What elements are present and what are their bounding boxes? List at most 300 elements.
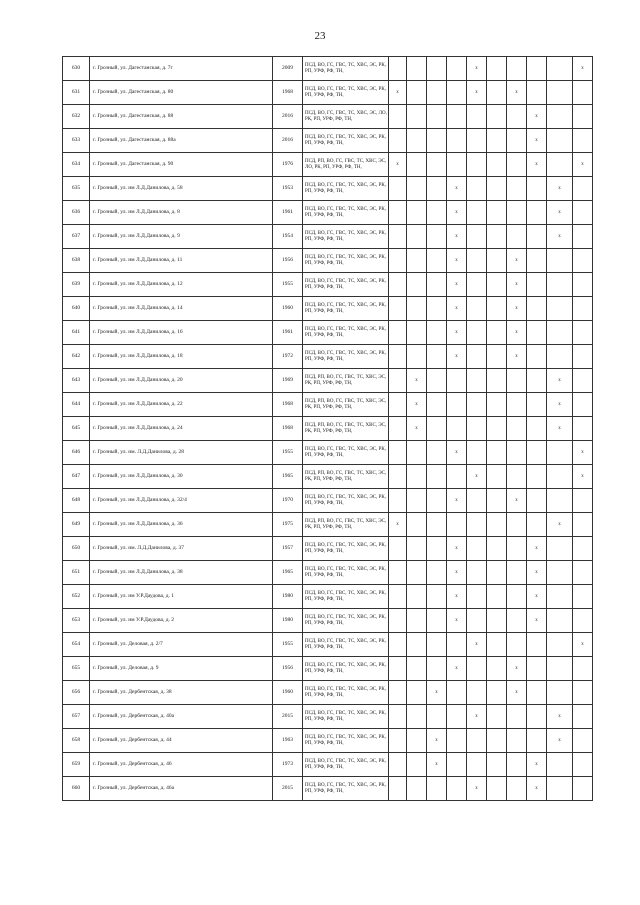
mark-cell: x — [447, 177, 467, 201]
mark-cell — [427, 561, 447, 585]
mark-cell — [527, 345, 547, 369]
table-row — [63, 705, 593, 729]
mark-cell: x — [507, 489, 527, 513]
mark-cell — [487, 273, 507, 297]
year-cell: 1963 — [273, 729, 303, 753]
year-cell: 2015 — [273, 777, 303, 801]
mark-cell: x — [527, 129, 547, 153]
mark-cell — [407, 177, 427, 201]
systems-cell: ПСД, ВО, ГС, ГВС, ТС, ХВС, ЭС, РК, РП, УРФ, РФ, ТН, — [303, 633, 389, 657]
mark-cell — [547, 465, 573, 489]
mark-cell — [487, 585, 507, 609]
table-row — [63, 81, 593, 105]
year-cell: 2016 — [273, 105, 303, 129]
mark-cell — [487, 81, 507, 105]
mark-cell — [467, 105, 487, 129]
mark-cell — [507, 585, 527, 609]
systems-cell: ПСД, ВО, ГС, ГВС, ТС, ХВС, ЭС, РК, РП, УРФ, РФ, ТН, — [303, 753, 389, 777]
mark-cell: x — [467, 633, 487, 657]
mark-cell — [407, 513, 427, 537]
mark-cell — [467, 585, 487, 609]
mark-cell — [467, 729, 487, 753]
mark-cell — [389, 321, 407, 345]
mark-cell — [527, 513, 547, 537]
mark-cell — [467, 273, 487, 297]
table-row — [63, 369, 593, 393]
address-cell: г. Грозный, ул. им Л.Д.Данилова, д. 58 — [90, 177, 273, 201]
mark-cell: x — [447, 321, 467, 345]
mark-cell — [407, 441, 427, 465]
systems-cell: ПСД, ВО, ГС, ГВС, ТС, ХВС, ЭС, РК, РП, УРФ, РФ, ТН, — [303, 273, 389, 297]
address-cell: г. Грозный, ул. Дагестанская, д. 7г — [90, 57, 273, 81]
mark-cell: x — [467, 57, 487, 81]
housing-register-table — [62, 56, 593, 801]
mark-cell — [467, 417, 487, 441]
mark-cell — [547, 81, 573, 105]
year-cell: 1973 — [273, 753, 303, 777]
mark-cell — [427, 321, 447, 345]
mark-cell — [407, 633, 427, 657]
mark-cell — [447, 369, 467, 393]
mark-cell: x — [447, 609, 467, 633]
systems-cell: ПСД, ВО, ГС, ГВС, ТС, ХВС, ЭС, ЛО, РК, РП, УРФ, РФ, ТН, — [303, 105, 389, 129]
year-cell: 1980 — [273, 585, 303, 609]
address-cell: г. Грозный, ул. Дагестанская, д. 88 — [90, 105, 273, 129]
mark-cell — [507, 57, 527, 81]
address-cell: г. Грозный, ул. им У.Р.Даудова, д. 1 — [90, 585, 273, 609]
mark-cell: x — [467, 705, 487, 729]
row-number: 643 — [63, 369, 90, 393]
address-cell: г. Грозный, ул. Дербентская, д. 38 — [90, 681, 273, 705]
row-number: 647 — [63, 465, 90, 489]
systems-cell: ПСД, ВО, ГС, ГВС, ТС, ХВС, ЭС, РК, РП, УРФ, РФ, ТН, — [303, 57, 389, 81]
mark-cell — [487, 417, 507, 441]
row-number: 633 — [63, 129, 90, 153]
address-cell: г. Грозный, ул. Дагестанская, д. 90 — [90, 153, 273, 177]
table-row — [63, 249, 593, 273]
mark-cell — [573, 489, 593, 513]
row-number: 646 — [63, 441, 90, 465]
mark-cell — [407, 129, 427, 153]
mark-cell — [389, 417, 407, 441]
year-cell: 1976 — [273, 153, 303, 177]
year-cell: 1953 — [273, 177, 303, 201]
mark-cell — [467, 489, 487, 513]
table-row — [63, 513, 593, 537]
mark-cell — [407, 273, 427, 297]
mark-cell — [507, 753, 527, 777]
mark-cell — [467, 609, 487, 633]
mark-cell: x — [527, 753, 547, 777]
mark-cell — [407, 705, 427, 729]
year-cell: 2009 — [273, 57, 303, 81]
mark-cell — [389, 441, 407, 465]
mark-cell — [407, 81, 427, 105]
mark-cell: x — [573, 153, 593, 177]
mark-cell: x — [467, 465, 487, 489]
mark-cell — [389, 465, 407, 489]
mark-cell — [467, 249, 487, 273]
systems-cell: ПСД, ВО, ГС, ГВС, ТС, ХВС, ЭС, РК, РП, УРФ, РФ, ТН, — [303, 777, 389, 801]
mark-cell — [407, 225, 427, 249]
mark-cell — [487, 489, 507, 513]
mark-cell — [407, 681, 427, 705]
mark-cell — [527, 249, 547, 273]
systems-cell: ПСД, ВО, ГС, ГВС, ТС, ХВС, ЭС, РК, РП, УРФ, РФ, ТН, — [303, 81, 389, 105]
table-row — [63, 393, 593, 417]
mark-cell — [467, 393, 487, 417]
mark-cell — [573, 561, 593, 585]
mark-cell — [487, 441, 507, 465]
mark-cell — [507, 537, 527, 561]
mark-cell: x — [527, 561, 547, 585]
mark-cell — [447, 153, 467, 177]
year-cell: 1968 — [273, 417, 303, 441]
address-cell: г. Грозный, ул. Дербентская, д. 46 — [90, 753, 273, 777]
mark-cell — [507, 441, 527, 465]
mark-cell — [487, 681, 507, 705]
mark-cell — [447, 753, 467, 777]
mark-cell — [389, 633, 407, 657]
mark-cell — [407, 465, 427, 489]
mark-cell — [487, 129, 507, 153]
mark-cell — [507, 705, 527, 729]
systems-cell: ПСД, ВО, ГС, ГВС, ТС, ХВС, ЭС, РК, РП, УРФ, РФ, ТН, — [303, 609, 389, 633]
address-cell: г. Грозный, ул. Дагестанская, д. 88а — [90, 129, 273, 153]
mark-cell: x — [447, 537, 467, 561]
mark-cell — [407, 105, 427, 129]
mark-cell — [487, 249, 507, 273]
systems-cell: ПСД, ВО, ГС, ГВС, ТС, ХВС, ЭС, РК, РП, УРФ, РФ, ТН, — [303, 177, 389, 201]
mark-cell — [507, 609, 527, 633]
mark-cell: x — [447, 201, 467, 225]
mark-cell — [507, 129, 527, 153]
address-cell: г. Грозный, ул. им Л.Д.Данилова, д. 30 — [90, 465, 273, 489]
mark-cell — [487, 609, 507, 633]
systems-cell: ПСД, РП, ВО, ГС, ГВС, ТС, ХВС, ЭС, РК, РП, УРФ, РФ, ТН, — [303, 513, 389, 537]
mark-cell — [573, 81, 593, 105]
mark-cell — [573, 129, 593, 153]
mark-cell — [573, 369, 593, 393]
mark-cell: x — [447, 345, 467, 369]
row-number: 648 — [63, 489, 90, 513]
mark-cell — [507, 225, 527, 249]
year-cell: 1970 — [273, 489, 303, 513]
mark-cell — [467, 369, 487, 393]
table-row — [63, 753, 593, 777]
mark-cell — [527, 681, 547, 705]
address-cell: г. Грозный, ул. им Л.Д.Данилова, д. 16 — [90, 321, 273, 345]
year-cell: 1975 — [273, 513, 303, 537]
row-number: 654 — [63, 633, 90, 657]
mark-cell — [573, 681, 593, 705]
mark-cell — [467, 441, 487, 465]
year-cell: 1972 — [273, 345, 303, 369]
mark-cell — [389, 657, 407, 681]
mark-cell — [389, 201, 407, 225]
mark-cell — [407, 585, 427, 609]
systems-cell: ПСД, ВО, ГС, ГВС, ТС, ХВС, ЭС, РК, РП, УРФ, РФ, ТН, — [303, 705, 389, 729]
mark-cell — [447, 705, 467, 729]
row-number: 649 — [63, 513, 90, 537]
mark-cell — [447, 81, 467, 105]
mark-cell — [389, 369, 407, 393]
mark-cell: x — [407, 417, 427, 441]
row-number: 642 — [63, 345, 90, 369]
table-row — [63, 177, 593, 201]
row-number: 657 — [63, 705, 90, 729]
mark-cell — [527, 369, 547, 393]
mark-cell — [573, 297, 593, 321]
systems-cell: ПСД, ВО, ГС, ГВС, ТС, ХВС, ЭС, РК, РП, УРФ, РФ, ТН, — [303, 585, 389, 609]
mark-cell — [389, 561, 407, 585]
mark-cell — [447, 681, 467, 705]
row-number: 630 — [63, 57, 90, 81]
year-cell: 1960 — [273, 297, 303, 321]
mark-cell — [527, 177, 547, 201]
year-cell: 1961 — [273, 201, 303, 225]
mark-cell — [573, 321, 593, 345]
address-cell: г. Грозный, ул. им Л.Д.Данилова, д. 38 — [90, 561, 273, 585]
mark-cell — [487, 537, 507, 561]
row-number: 641 — [63, 321, 90, 345]
mark-cell — [407, 321, 427, 345]
table-row — [63, 633, 593, 657]
mark-cell — [507, 369, 527, 393]
mark-cell — [573, 273, 593, 297]
mark-cell — [527, 729, 547, 753]
mark-cell — [527, 633, 547, 657]
mark-cell — [467, 537, 487, 561]
mark-cell: x — [573, 465, 593, 489]
mark-cell: x — [507, 345, 527, 369]
mark-cell: x — [527, 153, 547, 177]
mark-cell — [573, 105, 593, 129]
mark-cell — [389, 225, 407, 249]
mark-cell — [389, 609, 407, 633]
mark-cell — [389, 297, 407, 321]
mark-cell — [427, 177, 447, 201]
systems-cell: ПСД, ВО, ГС, ГВС, ТС, ХВС, ЭС, РК, РП, УРФ, РФ, ТН, — [303, 441, 389, 465]
address-cell: г. Грозный, ул. Дербентская, д. 44 — [90, 729, 273, 753]
row-number: 639 — [63, 273, 90, 297]
address-cell: г. Грозный, ул. им Л.Д.Данилова, д. 20 — [90, 369, 273, 393]
mark-cell — [467, 681, 487, 705]
row-number: 660 — [63, 777, 90, 801]
mark-cell — [447, 393, 467, 417]
mark-cell — [467, 657, 487, 681]
mark-cell — [487, 657, 507, 681]
mark-cell: x — [447, 657, 467, 681]
row-number: 638 — [63, 249, 90, 273]
mark-cell — [507, 393, 527, 417]
mark-cell — [447, 105, 467, 129]
mark-cell — [507, 153, 527, 177]
mark-cell — [547, 345, 573, 369]
mark-cell — [487, 177, 507, 201]
mark-cell — [527, 489, 547, 513]
mark-cell — [427, 513, 447, 537]
mark-cell — [527, 273, 547, 297]
mark-cell — [427, 585, 447, 609]
systems-cell: ПСД, ВО, ГС, ГВС, ТС, ХВС, ЭС, РК, РП, УРФ, РФ, ТН, — [303, 321, 389, 345]
mark-cell — [427, 609, 447, 633]
address-cell: г. Грозный, ул. им Л.Д.Данилова, д. 11 — [90, 249, 273, 273]
mark-cell — [487, 777, 507, 801]
mark-cell — [573, 513, 593, 537]
year-cell: 1956 — [273, 657, 303, 681]
year-cell: 1965 — [273, 561, 303, 585]
mark-cell — [573, 177, 593, 201]
mark-cell — [447, 57, 467, 81]
mark-cell: x — [527, 609, 547, 633]
address-cell: г. Грозный, ул. им У.Р.Даудова, д. 2 — [90, 609, 273, 633]
mark-cell — [573, 729, 593, 753]
table-row — [63, 657, 593, 681]
mark-cell: x — [507, 297, 527, 321]
mark-cell: x — [547, 513, 573, 537]
mark-cell: x — [547, 225, 573, 249]
address-cell: г. Грозный, ул. им. Л.Д.Данилова, д. 37 — [90, 537, 273, 561]
mark-cell — [427, 369, 447, 393]
systems-cell: ПСД, ВО, ГС, ГВС, ТС, ХВС, ЭС, РК, РП, УРФ, РФ, ТН, — [303, 297, 389, 321]
mark-cell — [389, 177, 407, 201]
mark-cell — [487, 393, 507, 417]
systems-cell: ПСД, ВО, ГС, ГВС, ТС, ХВС, ЭС, РК, РП, УРФ, РФ, ТН, — [303, 729, 389, 753]
mark-cell — [527, 201, 547, 225]
year-cell: 2015 — [273, 705, 303, 729]
mark-cell — [467, 513, 487, 537]
table-row — [63, 729, 593, 753]
mark-cell — [427, 105, 447, 129]
mark-cell — [427, 657, 447, 681]
mark-cell — [427, 465, 447, 489]
mark-cell — [389, 681, 407, 705]
table-row — [63, 57, 593, 81]
mark-cell — [447, 417, 467, 441]
mark-cell — [507, 201, 527, 225]
mark-cell — [389, 105, 407, 129]
mark-cell — [407, 345, 427, 369]
mark-cell — [573, 705, 593, 729]
mark-cell — [487, 225, 507, 249]
mark-cell — [573, 753, 593, 777]
mark-cell — [507, 465, 527, 489]
mark-cell — [547, 249, 573, 273]
table-row — [63, 585, 593, 609]
mark-cell — [507, 729, 527, 753]
mark-cell — [389, 585, 407, 609]
mark-cell: x — [507, 81, 527, 105]
mark-cell — [389, 729, 407, 753]
mark-cell — [547, 609, 573, 633]
systems-cell: ПСД, РП, ВО, ГС, ГВС, ТС, ХВС, ЭС, РК, РП, УРФ, РФ, ТН, — [303, 369, 389, 393]
table-row — [63, 201, 593, 225]
mark-cell — [389, 753, 407, 777]
table-row — [63, 465, 593, 489]
mark-cell: x — [527, 105, 547, 129]
mark-cell: x — [447, 489, 467, 513]
address-cell: г. Грозный, ул. Дербентская, д. 46а — [90, 777, 273, 801]
table-row — [63, 417, 593, 441]
mark-cell — [467, 321, 487, 345]
mark-cell: x — [507, 321, 527, 345]
table-row — [63, 777, 593, 801]
address-cell: г. Грозный, ул. Деловая, д. 2/7 — [90, 633, 273, 657]
mark-cell — [487, 729, 507, 753]
row-number: 659 — [63, 753, 90, 777]
mark-cell — [573, 201, 593, 225]
mark-cell — [487, 513, 507, 537]
mark-cell — [389, 489, 407, 513]
systems-cell: ПСД, РП, ВО, ГС, ГВС, ТС, ХВС, ЭС, РК, РП, УРФ, РФ, ТН, — [303, 465, 389, 489]
mark-cell — [573, 393, 593, 417]
mark-cell — [487, 561, 507, 585]
mark-cell: x — [573, 633, 593, 657]
mark-cell — [467, 561, 487, 585]
mark-cell — [447, 729, 467, 753]
mark-cell — [467, 345, 487, 369]
year-cell: 1980 — [273, 609, 303, 633]
mark-cell — [507, 177, 527, 201]
mark-cell — [547, 441, 573, 465]
row-number: 651 — [63, 561, 90, 585]
mark-cell — [487, 297, 507, 321]
mark-cell — [573, 225, 593, 249]
table-row — [63, 345, 593, 369]
mark-cell — [407, 609, 427, 633]
mark-cell — [573, 537, 593, 561]
mark-cell — [407, 249, 427, 273]
mark-cell — [407, 537, 427, 561]
mark-cell: x — [507, 249, 527, 273]
page-number: 23 — [314, 30, 326, 42]
table-row — [63, 105, 593, 129]
address-cell: г. Грозный, ул. им Л.Д.Данилова, д. 14 — [90, 297, 273, 321]
mark-cell — [427, 153, 447, 177]
mark-cell — [547, 321, 573, 345]
year-cell: 1969 — [273, 369, 303, 393]
address-cell: г. Грозный, ул. им Л.Д.Данилова, д. 24 — [90, 417, 273, 441]
year-cell: 1954 — [273, 225, 303, 249]
mark-cell — [427, 633, 447, 657]
year-cell: 1955 — [273, 273, 303, 297]
year-cell: 1955 — [273, 441, 303, 465]
systems-cell: ПСД, РП, ВО, ГС, ГВС, ТС, ХВС, ЭС, ЛО, РК, РП, УРФ, РФ, ТН, — [303, 153, 389, 177]
row-number: 640 — [63, 297, 90, 321]
row-number: 658 — [63, 729, 90, 753]
mark-cell: x — [427, 753, 447, 777]
mark-cell — [547, 57, 573, 81]
mark-cell: x — [447, 273, 467, 297]
mark-cell — [389, 249, 407, 273]
mark-cell: x — [507, 273, 527, 297]
mark-cell: x — [507, 657, 527, 681]
mark-cell — [467, 225, 487, 249]
mark-cell — [407, 153, 427, 177]
mark-cell: x — [547, 369, 573, 393]
mark-cell — [547, 585, 573, 609]
mark-cell — [527, 393, 547, 417]
mark-cell: x — [527, 585, 547, 609]
year-cell: 1960 — [273, 681, 303, 705]
mark-cell: x — [507, 681, 527, 705]
table-row — [63, 297, 593, 321]
systems-cell: ПСД, РП, ВО, ГС, ГВС, ТС, ХВС, ЭС, РК, РП, УРФ, РФ, ТН, — [303, 417, 389, 441]
year-cell: 1956 — [273, 249, 303, 273]
mark-cell — [547, 633, 573, 657]
mark-cell: x — [467, 81, 487, 105]
